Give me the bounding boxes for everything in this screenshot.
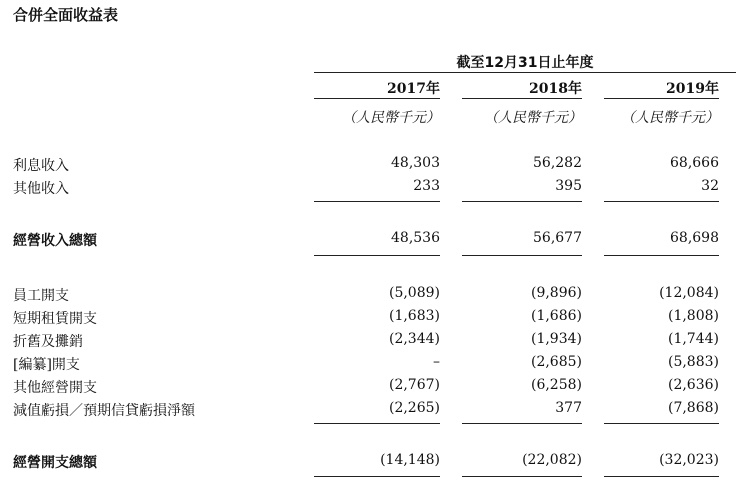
cell-2017: 48,536 xyxy=(391,230,440,246)
row-label: 員工開支 xyxy=(13,288,69,304)
table-row-depreciation xyxy=(0,331,742,353)
column-unit-2019: （人民幣千元） xyxy=(621,110,719,126)
total-rule xyxy=(604,255,719,256)
subtotal-rule xyxy=(604,201,719,202)
total-rule xyxy=(314,476,440,477)
table-row-short-term-lease xyxy=(0,308,742,330)
cell-2019: (32,023) xyxy=(659,452,719,468)
cell-2018: (22,082) xyxy=(522,452,582,468)
total-rule xyxy=(314,255,440,256)
row-label: 其他經營開支 xyxy=(13,380,97,396)
cell-2018: (1,934) xyxy=(530,331,582,347)
table-row-impairment-losses xyxy=(0,400,742,422)
row-label: 其他收入 xyxy=(13,181,69,197)
total-rule xyxy=(462,476,582,477)
cell-2019: 68,698 xyxy=(670,230,719,246)
cell-2019: (5,883) xyxy=(667,354,719,370)
cell-2017: (2,265) xyxy=(388,400,440,416)
cell-2018: (2,685) xyxy=(530,354,582,370)
row-label: 利息收入 xyxy=(13,158,69,174)
cell-2017: – xyxy=(433,354,440,370)
cell-2019: (2,636) xyxy=(667,377,719,393)
row-label: 減值虧損／預期信貸虧損淨額 xyxy=(13,403,195,419)
subtotal-rule xyxy=(462,423,582,424)
cell-2019: (1,808) xyxy=(667,308,719,324)
cell-2017: (1,683) xyxy=(388,308,440,324)
table-row-staff-costs xyxy=(0,285,742,307)
subtotal-rule xyxy=(314,201,440,202)
total-rule xyxy=(604,476,719,477)
cell-2019: 68,666 xyxy=(670,155,719,171)
table-row-total-operating-expenses xyxy=(0,452,742,474)
cell-2017: (5,089) xyxy=(388,285,440,301)
cell-2017: (14,148) xyxy=(380,452,440,468)
total-rule xyxy=(462,255,582,256)
row-label: [編纂]開支 xyxy=(13,357,80,373)
column-unit-2017: （人民幣千元） xyxy=(342,110,440,126)
column-header-2018: 2018年 xyxy=(462,78,582,99)
column-header-2019: 2019年 xyxy=(604,78,719,99)
cell-2017: (2,344) xyxy=(388,331,440,347)
cell-2019: (7,868) xyxy=(667,400,719,416)
subtotal-rule xyxy=(314,423,440,424)
cell-2018: 377 xyxy=(555,400,582,416)
column-header-2017: 2017年 xyxy=(314,78,440,99)
row-label: 經營開支總額 xyxy=(13,455,97,471)
subtotal-rule xyxy=(462,201,582,202)
cell-2018: (6,258) xyxy=(530,377,582,393)
table-row-total-operating-income xyxy=(0,230,742,252)
row-label: 經營收入總額 xyxy=(13,233,97,249)
cell-2018: (1,686) xyxy=(530,308,582,324)
cell-2019: (12,084) xyxy=(659,285,719,301)
cell-2018: (9,896) xyxy=(530,285,582,301)
cell-2017: 48,303 xyxy=(391,155,440,171)
cell-2019: 32 xyxy=(701,178,719,194)
period-header: 截至12月31日止年度 xyxy=(314,52,736,73)
table-row-interest-income xyxy=(0,155,742,177)
subtotal-rule xyxy=(604,423,719,424)
cell-2018: 395 xyxy=(555,178,582,194)
cell-2017: (2,767) xyxy=(388,377,440,393)
cell-2019: (1,744) xyxy=(667,331,719,347)
table-row-redacted-expenses xyxy=(0,354,742,376)
row-label: 短期租賃開支 xyxy=(13,311,97,327)
cell-2017: 233 xyxy=(413,178,440,194)
cell-2018: 56,282 xyxy=(533,155,582,171)
table-row-other-income xyxy=(0,178,742,200)
table-row-other-operating-expenses xyxy=(0,377,742,399)
column-unit-2018: （人民幣千元） xyxy=(484,110,582,126)
row-label: 折舊及攤銷 xyxy=(13,334,83,350)
cell-2018: 56,677 xyxy=(533,230,582,246)
page-title: 合併全面收益表 xyxy=(13,6,119,24)
